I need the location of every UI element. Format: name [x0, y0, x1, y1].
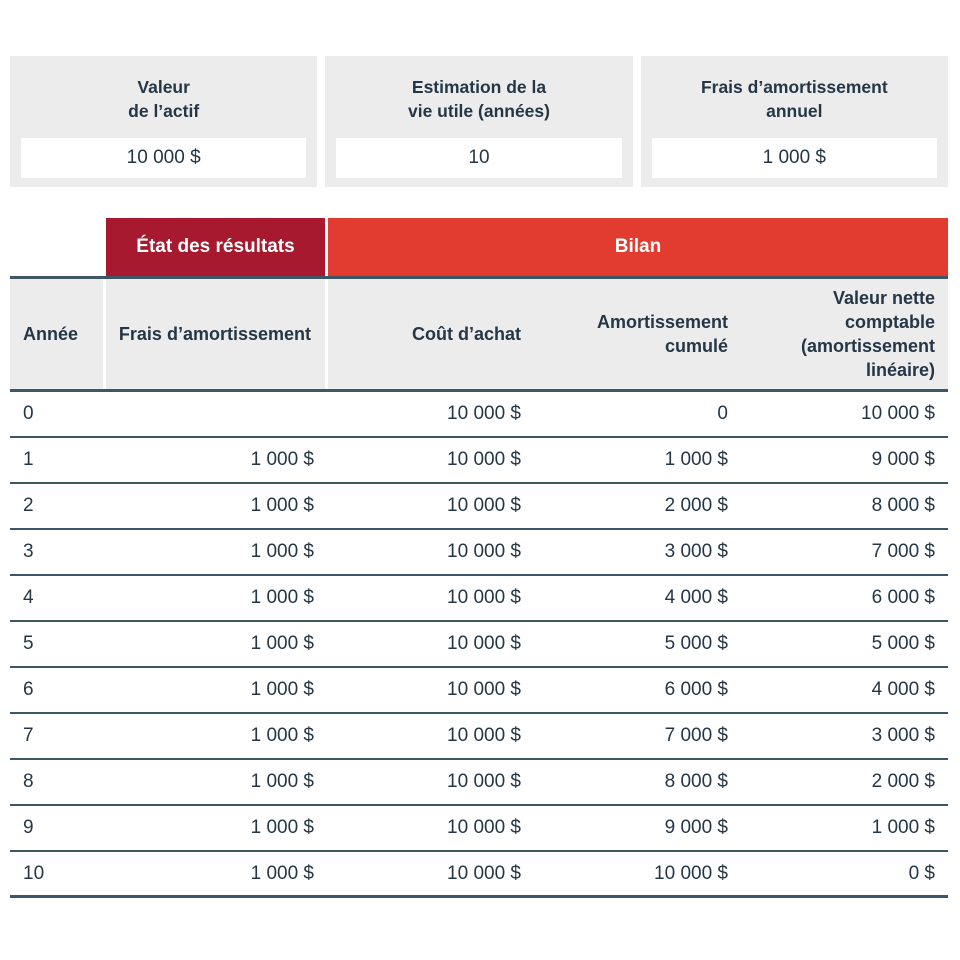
- cell-valeur-nette-comptable: 7 000 $: [871, 541, 935, 562]
- cell-frais-amortissement: 1 000 $: [250, 633, 314, 654]
- cell-valeur-nette-comptable: 6 000 $: [871, 587, 935, 608]
- cell-frais-amortissement: 1 000 $: [250, 587, 314, 608]
- cell-cout-achat: 10 000 $: [447, 725, 521, 746]
- table-row: [10, 484, 948, 530]
- column-header-annee: Année: [10, 279, 103, 389]
- summary-boxes: [10, 56, 948, 187]
- cell-frais-amortissement: [106, 392, 328, 436]
- title-line-2: annuel: [766, 101, 823, 121]
- cell-frais-amortissement: 1 000 $: [250, 817, 314, 838]
- cell-cout-achat: 10 000 $: [447, 817, 521, 838]
- summary-box-value: 10 000 $: [21, 138, 306, 178]
- summary-box-value: 1 000 $: [652, 138, 937, 178]
- summary-box-title: [10, 56, 317, 138]
- summary-box-value: 10: [336, 138, 621, 178]
- cell-valeur-nette-comptable: 1 000 $: [871, 817, 935, 838]
- cell-cout-achat: 10 000 $: [447, 449, 521, 470]
- section-header-band: [10, 218, 948, 276]
- cell-amortissement-cumule: 5 000 $: [664, 633, 728, 654]
- summary-box-frais-annuel: [641, 56, 948, 187]
- cell-amortissement-cumule: 1 000 $: [664, 449, 728, 470]
- column-header-amortissement-cumule: Amortissement cumulé: [534, 279, 741, 389]
- cell-cout-achat: 10 000 $: [447, 862, 521, 884]
- table-row: [10, 668, 948, 714]
- table-row: [10, 714, 948, 760]
- cell-annee: 4: [23, 587, 34, 608]
- cell-annee: 0: [23, 403, 34, 424]
- cell-annee: 9: [23, 817, 34, 838]
- cell-frais-amortissement: 1 000 $: [250, 771, 314, 792]
- table-row: [10, 530, 948, 576]
- depreciation-table: [10, 218, 948, 898]
- summary-box-valeur-actif: [10, 56, 317, 187]
- band-spacer: [10, 218, 106, 276]
- title-line-1: Frais d’amortissement: [700, 77, 888, 97]
- cell-frais-amortissement: 1 000 $: [250, 449, 314, 470]
- title-line-1: Estimation de la: [411, 77, 547, 97]
- cell-annee: 1: [23, 449, 34, 470]
- cell-annee: 6: [23, 679, 34, 700]
- cell-frais-amortissement: 1 000 $: [250, 541, 314, 562]
- cell-valeur-nette-comptable: 9 000 $: [871, 449, 935, 470]
- cell-cout-achat: 10 000 $: [447, 541, 521, 562]
- cell-valeur-nette-comptable: 5 000 $: [871, 633, 935, 654]
- summary-box-title: [641, 56, 948, 138]
- cell-cout-achat: 10 000 $: [447, 633, 521, 654]
- cell-valeur-nette-comptable: 3 000 $: [871, 725, 935, 746]
- cell-annee: 8: [23, 771, 34, 792]
- cell-cout-achat: 10 000 $: [447, 495, 521, 516]
- cell-amortissement-cumule: 6 000 $: [664, 679, 728, 700]
- cell-amortissement-cumule: 2 000 $: [664, 495, 728, 516]
- column-header-frais-amortissement: Frais d’amortissement: [106, 279, 325, 389]
- cell-cout-achat: 10 000 $: [447, 771, 521, 792]
- cell-annee: 10: [23, 862, 45, 884]
- cell-frais-amortissement: 1 000 $: [250, 862, 314, 884]
- table-row: [10, 576, 948, 622]
- cell-valeur-nette-comptable: 4 000 $: [871, 679, 935, 700]
- section-header-bilan: Bilan: [328, 218, 948, 276]
- cell-frais-amortissement: 1 000 $: [250, 725, 314, 746]
- cell-amortissement-cumule: 0: [717, 403, 728, 424]
- summary-box-vie-utile: [325, 56, 632, 187]
- title-line-2: de l’actif: [128, 101, 200, 121]
- cell-amortissement-cumule: 10 000 $: [654, 862, 728, 884]
- cell-cout-achat: 10 000 $: [447, 403, 521, 424]
- cell-amortissement-cumule: 7 000 $: [664, 725, 728, 746]
- table-row: [10, 852, 948, 898]
- cell-amortissement-cumule: 4 000 $: [664, 587, 728, 608]
- cell-frais-amortissement: 1 000 $: [250, 495, 314, 516]
- column-header-row: [10, 276, 948, 392]
- table-row: [10, 622, 948, 668]
- cell-amortissement-cumule: 3 000 $: [664, 541, 728, 562]
- column-header-cout-achat: Coût d’achat: [328, 279, 534, 389]
- table-row: [10, 438, 948, 484]
- table-row: [10, 392, 948, 438]
- cell-annee: 5: [23, 633, 34, 654]
- cell-frais-amortissement: 1 000 $: [250, 679, 314, 700]
- cell-valeur-nette-comptable: 0 $: [908, 862, 935, 884]
- section-header-etat-des-resultats: État des résultats: [106, 218, 325, 276]
- cell-annee: 3: [23, 541, 34, 562]
- cell-amortissement-cumule: 8 000 $: [664, 771, 728, 792]
- cell-valeur-nette-comptable: 10 000 $: [861, 403, 935, 424]
- cell-annee: 7: [23, 725, 34, 746]
- title-line-1: Valeur: [137, 77, 190, 97]
- table-row: [10, 760, 948, 806]
- title-line-2: vie utile (années): [407, 101, 550, 121]
- cell-cout-achat: 10 000 $: [447, 679, 521, 700]
- cell-amortissement-cumule: 9 000 $: [664, 817, 728, 838]
- cell-cout-achat: 10 000 $: [447, 587, 521, 608]
- cell-valeur-nette-comptable: 8 000 $: [871, 495, 935, 516]
- bilan-column-headers: [328, 279, 948, 389]
- cell-annee: 2: [23, 495, 34, 516]
- table-body: [10, 392, 948, 898]
- summary-box-title: [325, 56, 632, 138]
- table-row: [10, 806, 948, 852]
- cell-valeur-nette-comptable: 2 000 $: [871, 771, 935, 792]
- column-header-valeur-nette-comptable: Valeur nette comptable (amortissement linéaire): [741, 279, 948, 389]
